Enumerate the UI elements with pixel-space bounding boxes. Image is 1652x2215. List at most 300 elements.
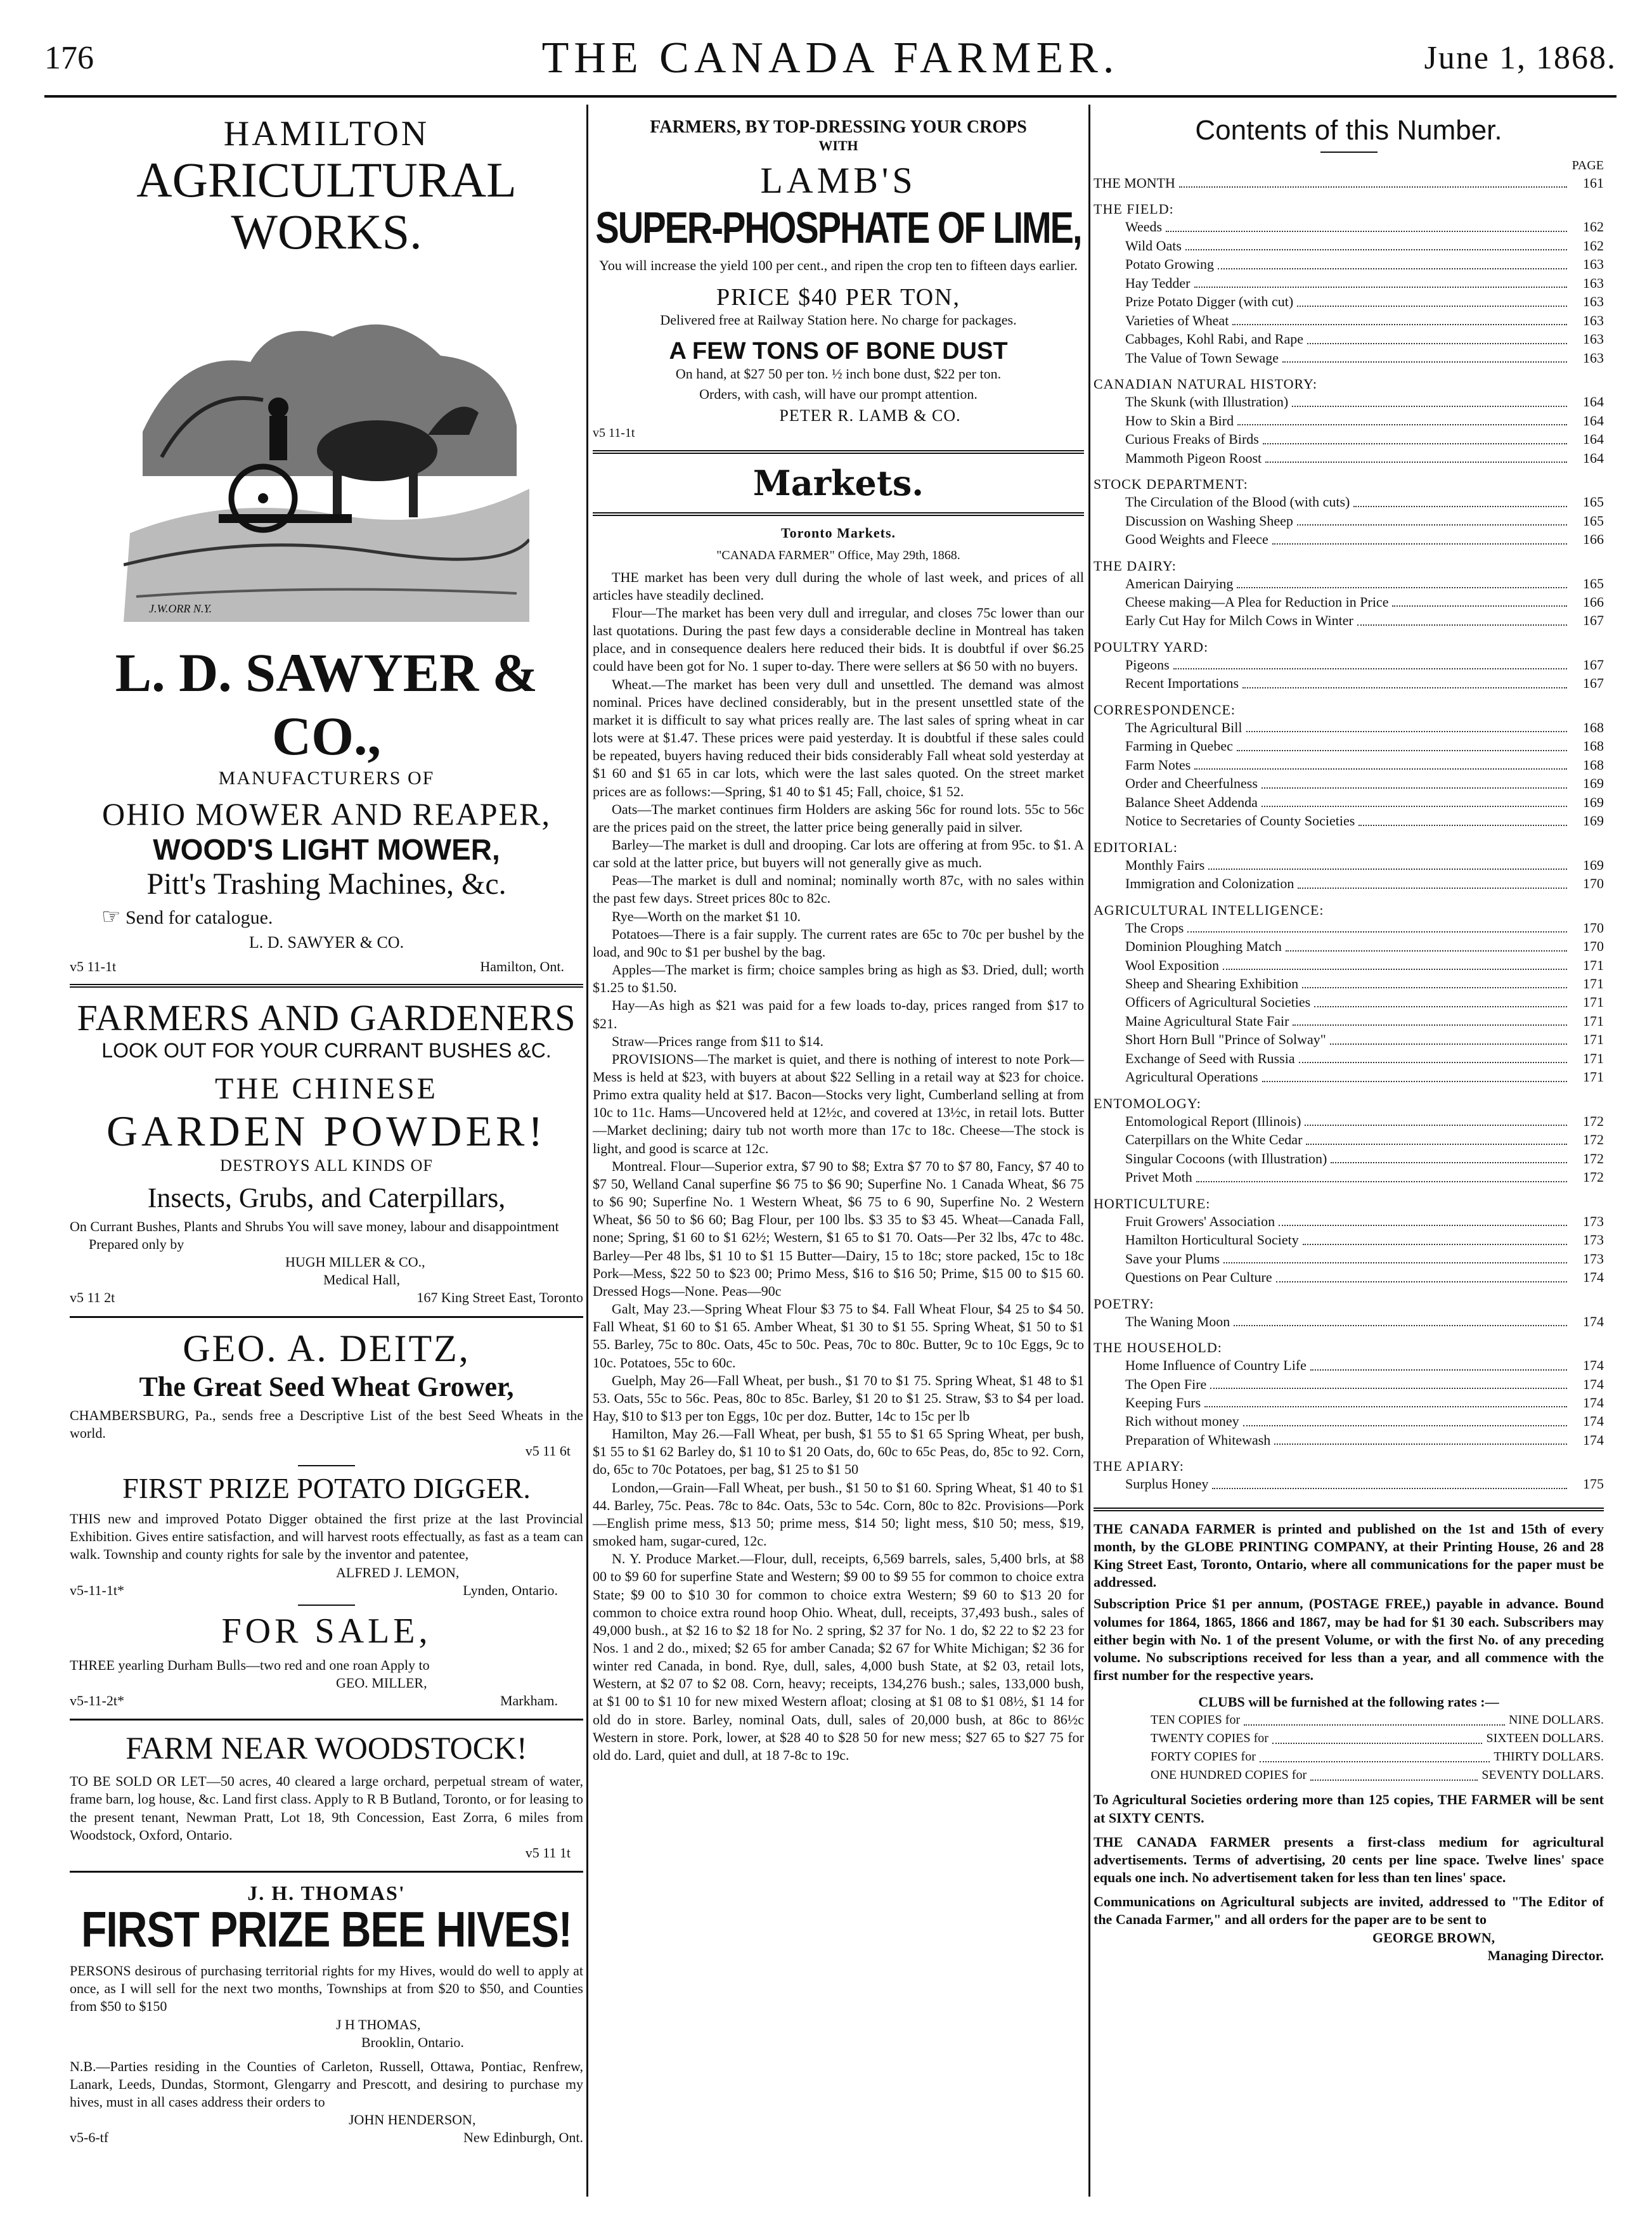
ad-divider xyxy=(70,1316,583,1318)
toronto-markets-subhead: Toronto Markets. xyxy=(781,524,896,541)
toc-item xyxy=(1094,1030,1604,1049)
toc-item xyxy=(1094,811,1604,830)
chinese-powder-ad xyxy=(70,997,583,1307)
toc-page: 165 xyxy=(1583,512,1604,529)
bee-hives-ad xyxy=(70,1882,583,2147)
market-paragraph: PROVISIONS—The market is quiet, and there is nothing of interest to note Pork—Mess is held at $23, with buyers at about $22 Selling in a retail way at $23 for choice. Primo extra quality held at $17. Bacon—Stocks very light, Cumberland selling at from 10c to 11c. Hams—Uncovered held at 12½c, and covered at 13½c, in retail lots. Butter—Market declining; dairy tub not worth more than 17c to 18c. Cheese—The stock is light, and good is scarce at 12c. xyxy=(593,1050,1084,1156)
toc-item-title: The Skunk (with Illustration) xyxy=(1125,394,1289,410)
page-header xyxy=(44,33,1617,90)
toc-page: 174 xyxy=(1583,1394,1604,1411)
toc-item-title: Keeping Furs xyxy=(1125,1394,1201,1411)
send-for-catalogue xyxy=(70,904,583,929)
column-divider-1 xyxy=(586,105,588,2197)
section-divider xyxy=(593,450,1084,454)
toc-item xyxy=(1094,1475,1604,1493)
toc-page: 173 xyxy=(1583,1232,1604,1248)
toc-item xyxy=(1094,718,1604,737)
markets-rule xyxy=(593,512,1084,516)
toc-item-title: Hamilton Horticultural Society xyxy=(1125,1232,1299,1248)
bees-agent-place: New Edinburgh, Ont. xyxy=(463,2129,583,2146)
bees-place: Brooklin, Ontario. xyxy=(361,2034,464,2050)
toc-page: 164 xyxy=(1583,394,1604,410)
club-rate-row xyxy=(1094,1711,1604,1729)
toc-page: 165 xyxy=(1583,494,1604,510)
powder-ref: v5 11 2t xyxy=(70,1289,115,1306)
potato-ref: v5-11-1t* xyxy=(70,1582,124,1598)
toc-item xyxy=(1094,1393,1604,1412)
toc-section-title: POETRY: xyxy=(1094,1295,1154,1312)
toc-item xyxy=(1094,217,1604,236)
toc-item xyxy=(1094,674,1604,692)
forsale-body: THREE yearling Durham Bulls—two red and one roan Apply to xyxy=(70,1656,430,1673)
toc-page: 168 xyxy=(1583,719,1604,735)
toc-item xyxy=(1094,1312,1604,1331)
send-catalogue-text: Send for catalogue. xyxy=(125,907,273,928)
ad-divider xyxy=(70,984,583,988)
toc-item-title: Exchange of Seed with Russia xyxy=(1125,1050,1295,1066)
lamb-promise: You will increase the yield 100 per cent., and ripen the crop ten to fifteen days earlier. xyxy=(599,257,1078,273)
bees-footer xyxy=(70,2129,583,2147)
toc-item-title: Recent Importations xyxy=(1125,675,1239,692)
club-rate-row xyxy=(1094,1766,1604,1785)
toc-item-title: Varieties of Wheat xyxy=(1125,312,1229,328)
toc-page: 162 xyxy=(1583,219,1604,235)
club-rates xyxy=(1094,1711,1604,1785)
toc-item xyxy=(1094,330,1604,348)
gardeners-headline: FARMERS AND GARDENERS xyxy=(77,997,576,1038)
toc-section-title: THE MONTH xyxy=(1094,175,1175,191)
toc-page: 169 xyxy=(1583,794,1604,810)
toc-page: 174 xyxy=(1583,1376,1604,1392)
toc-item-title: Pigeons xyxy=(1125,656,1170,673)
toc-item xyxy=(1094,956,1604,974)
product-ohio-mower: OHIO MOWER AND REAPER, xyxy=(102,796,551,832)
insects-label: Insects, Grubs, and Caterpillars, xyxy=(147,1182,506,1213)
toc-item xyxy=(1094,937,1604,955)
toc-page: 172 xyxy=(1583,1113,1604,1129)
toc-item-title: How to Skin a Bird xyxy=(1125,412,1234,429)
toc-page: 174 xyxy=(1583,1431,1604,1448)
ad-divider xyxy=(70,1719,583,1721)
toc-page: 170 xyxy=(1583,938,1604,955)
toc-page: 163 xyxy=(1583,256,1604,273)
club-price: NINE DOLLARS. xyxy=(1509,1713,1604,1727)
toc-item xyxy=(1094,1149,1604,1168)
toc-page: 174 xyxy=(1583,1413,1604,1430)
deitz-ref: v5 11 6t xyxy=(525,1442,571,1459)
market-paragraph: Flour—The market has been very dull and irregular, and closes 75c lower than our last quotations. During the past few days a considerable decline in Montreal has taken place, and in consequence dealers here reduced their bids. It is doubtful if over $6.25 could have been got for No. 1 super to-day. There were sellers at $6 50 with no buyers. xyxy=(593,604,1084,675)
left-column xyxy=(70,105,583,2147)
toc-item-title: Weeds xyxy=(1125,219,1163,235)
toc-item xyxy=(1094,793,1604,811)
ad-divider xyxy=(70,1871,583,1873)
club-price: SEVENTY DOLLARS. xyxy=(1481,1768,1604,1783)
market-report xyxy=(593,569,1084,1764)
chinese-label: THE CHINESE xyxy=(215,1071,438,1106)
toc-item-title: The Waning Moon xyxy=(1125,1313,1230,1329)
toc-item xyxy=(1094,512,1604,530)
toc-item xyxy=(1094,774,1604,792)
toc-item xyxy=(1094,1168,1604,1186)
market-paragraph: Wheat.—The market has been very dull and unsettled. The demand was almost nominal. Prices have declined considerably, but in the present unsettled state of the market it is difficult to say what prices really are. The last sales of spring wheat in car lots were at $1.47. These prices were paid yesterday. It is doubtful if these sales could be repeated, buyers having reduced their bids considerably Fall wheat sold yesterday at $1 60 and $1 65 in car lots, which were the last sales quoted. On the street market prices are as follows:—Spring, $1 40 to $1 45; Fall, choice, $1 52. xyxy=(593,676,1084,799)
toc-item-title: Cabbages, Kohl Rabi, and Rape xyxy=(1125,331,1304,347)
sawyer-company: L. D. SAWYER & CO., xyxy=(115,642,538,766)
toc-page: 171 xyxy=(1583,1069,1604,1085)
toc-item xyxy=(1094,737,1604,755)
contents-heading: Contents of this Number. xyxy=(1195,115,1502,146)
section-divider xyxy=(1094,1508,1604,1511)
destroys-label: DESTROYS ALL KINDS OF xyxy=(220,1156,433,1175)
potato-footer xyxy=(70,1582,583,1599)
toc-item-title: The Value of Town Sewage xyxy=(1125,349,1279,366)
toc-item xyxy=(1094,1230,1604,1249)
toc-page: 163 xyxy=(1583,294,1604,310)
toc-item xyxy=(1094,1212,1604,1230)
deitz-body: CHAMBERSBURG, Pa., sends free a Descriptive List of the best Seed Wheats in the world. xyxy=(70,1407,583,1441)
toc-item xyxy=(1094,593,1604,611)
toc-page: 163 xyxy=(1583,349,1604,366)
toc-item-title: Home Influence of Country Life xyxy=(1125,1357,1307,1374)
maker-name: HUGH MILLER & CO., xyxy=(285,1254,425,1270)
toc-section-title: THE FIELD: xyxy=(1094,201,1174,217)
toc-item xyxy=(1094,756,1604,774)
toc-section-title: CORRESPONDENCE: xyxy=(1094,701,1236,718)
bees-agent: JOHN HENDERSON, xyxy=(349,2112,476,2128)
club-price: THIRTY DOLLARS. xyxy=(1494,1750,1604,1764)
publisher-p5: Communications on Agricultural subjects are invited, addressed to "The Editor of the Canada Farmer," and all orders for the paper are to be sent to xyxy=(1094,1894,1604,1928)
toc-item-title: Singular Cocoons (with Illustration) xyxy=(1125,1150,1327,1166)
toc-page: 173 xyxy=(1583,1213,1604,1229)
contents-page-label: PAGE xyxy=(1571,158,1604,172)
bees-signature: J H THOMAS, xyxy=(336,2016,421,2032)
publisher-info xyxy=(1094,1520,1604,1965)
toc-item xyxy=(1094,655,1604,674)
mower-engraving-image xyxy=(124,267,529,622)
forsale-ref: v5-11-2t* xyxy=(70,1693,124,1709)
toc-item xyxy=(1094,1049,1604,1068)
toc-page: 172 xyxy=(1583,1150,1604,1166)
toc-page: 171 xyxy=(1583,1031,1604,1048)
toc-page: 165 xyxy=(1583,575,1604,591)
bone-dust-headline: A FEW TONS OF BONE DUST xyxy=(669,338,1008,365)
toc-page: 167 xyxy=(1583,612,1604,629)
publisher-title: Managing Director. xyxy=(1487,1947,1604,1963)
market-paragraph: N. Y. Produce Market.—Flour, dull, receipts, 6,569 barrels, sales, 5,400 brls, at $8 00 to $9 60 for superfine State and Western; $9 00 to $9 55 for common to choice extra State; $9 00 to $10 30 for common to choice extra Western; $9 60 to $13 20 for common to choice extra round hoop Ohio. Wheat, dull, receipts, 37,493 bush., sales of 49,000 bush., at $2 16 to $2 18 for No. 2 spring, $2 37 for No. 1 do, $2 22 to $2 23 for Nos. 1 and 2 do., mixed; $2 65 for amber Canada; $2 67 for White Michigan; $2 36 for winter red Canada, in bond. Rye, dull, sales, 4,000 bush State, at $2 03, retail lots, Western, at $2 07 to $2 08. Corn, heavy; receipts, 134,276 bush.; sales, 133,000 bush, at $1 00 to $1 10 for new mixed Western afloat; closing at $1 08 to $1 08½, $1 14 for old do in store. Barley, nominal Oats, dull, sales of 20,000 bush, at 86c to 86½c Western in store. Pork, lower, at $28 40 to $28 50 for new mess; $27 65 to $27 75 for old do. Lard, quiet and dull, at 18 7-8c to 19c. xyxy=(593,1551,1084,1763)
toc-item xyxy=(1094,493,1604,511)
toc-section-title: AGRICULTURAL INTELLIGENCE: xyxy=(1094,901,1324,918)
toc-page: 172 xyxy=(1583,1169,1604,1185)
prepared-by: Prepared only by xyxy=(89,1236,184,1252)
toc-item xyxy=(1094,1412,1604,1430)
toc-item xyxy=(1094,993,1604,1011)
contents-list xyxy=(1094,174,1604,1494)
toc-page: 174 xyxy=(1583,1313,1604,1329)
toc-page: 169 xyxy=(1583,856,1604,873)
lamb-name: LAMB'S xyxy=(760,160,917,201)
toc-item-title: Agricultural Operations xyxy=(1125,1069,1258,1085)
toc-item xyxy=(1094,349,1604,367)
toc-page: 166 xyxy=(1583,593,1604,610)
toc-item-title: Sheep and Shearing Exhibition xyxy=(1125,976,1299,991)
toc-item-title: Monthly Fairs xyxy=(1125,856,1205,873)
toc-item-title: Dominion Ploughing Match xyxy=(1125,938,1282,955)
toc-item xyxy=(1094,292,1604,311)
toc-item-title: Potato Growing xyxy=(1125,256,1214,273)
toc-page: 164 xyxy=(1583,431,1604,448)
toc-item xyxy=(1094,856,1604,874)
toc-item xyxy=(1094,236,1604,255)
toc-item-title: Wild Oats xyxy=(1125,237,1182,254)
toc-item-title: The Crops xyxy=(1125,919,1184,936)
potato-digger-ad xyxy=(70,1471,583,1599)
middle-column xyxy=(593,105,1084,1764)
club-price: SIXTEEN DOLLARS. xyxy=(1486,1731,1604,1746)
toc-item-title: Curious Freaks of Birds xyxy=(1125,431,1259,448)
market-paragraph: Montreal. Flour—Superior extra, $7 90 to $8; Extra $7 70 to $7 80, Fancy, $7 40 to $7 50, Welland Canal superfine $6 75 to $6 90; Superfine No. 1 Canada Wheat, $6 75 to $6 90; Superfine No. 1 Western Wheat, $6 75 to 6 90, Superfine No. 2 Western Wheat, $6 50 to $6 60; Bag Flour, per 100 lbs. $3 35 to $3 45. Wheat—Canada Fall, none; Spring, $1 60 to $1 62½; Western, $1 65 to $1 70. Oats—Per 32 lbs, 47c to 48c. Barley—Per 48 lbs, $1 10 to $1 15 Butter—Dairy, 15 to 18c; store packed, 15c to 18c Pork—Mess, $22 50 to $23 00; Primo Mess, $16 to $16 50; Prime, $15 00 to $15 60. Dressed Hogs—None. Peas—90c xyxy=(593,1158,1084,1299)
market-paragraph: Hay—As high as $21 was paid for a few loads to-day, prices ranged from $17 to $21. xyxy=(593,997,1084,1031)
markets-section xyxy=(593,463,1084,1764)
toc-section-title: POULTRY YARD: xyxy=(1094,638,1209,655)
toc-item xyxy=(1094,919,1604,937)
engraver-signature: J.W.ORR N.Y. xyxy=(149,602,212,615)
forsale-headline: FOR SALE, xyxy=(221,1611,432,1651)
toc-item-title: The Open Fire xyxy=(1125,1376,1207,1392)
toc-item xyxy=(1094,530,1604,548)
sawyer-footer xyxy=(70,959,583,975)
forsale-signature: GEO. MILLER, xyxy=(336,1674,427,1691)
toc-item xyxy=(1094,392,1604,411)
powder-body: On Currant Bushes, Plants and Shrubs You will save money, labour and disappointment xyxy=(70,1218,559,1234)
toc-item-title: Save your Plums xyxy=(1125,1250,1220,1267)
toc-section-title: EDITORIAL: xyxy=(1094,839,1178,855)
lamb-ref: v5 11-1t xyxy=(593,425,635,440)
product-woods-mower: WOOD'S LIGHT MOWER, xyxy=(153,832,500,866)
publisher-p3: To Agricultural Societies ordering more than 125 copies, THE FARMER will be sent at SIXTY CENTS. xyxy=(1094,1792,1604,1826)
toc-page: 168 xyxy=(1583,738,1604,754)
bees-owner: J. H. THOMAS' xyxy=(247,1882,406,1905)
market-paragraph: Rye—Worth on the market $1 10. xyxy=(612,908,801,924)
toc-page: 164 xyxy=(1583,449,1604,466)
sawyer-signature: L. D. SAWYER & CO. xyxy=(248,933,404,952)
lamb-line2: WITH xyxy=(818,138,858,153)
deitz-name: GEO. A. DEITZ, xyxy=(183,1327,470,1369)
toc-page: 169 xyxy=(1583,775,1604,792)
toc-item xyxy=(1094,255,1604,273)
manufacturers-label: MANUFACTURERS OF xyxy=(218,767,435,789)
toc-page: 163 xyxy=(1583,331,1604,347)
publisher-p2: Subscription Price $1 per annum, (POSTAGE FREE,) payable in advance. Bound volumes for 1864, 1865, 1866 and 1867, may be had for $1 30 each. Subscribers may either begin with No. 1 of the present Volume, or with the first No. of any preceding volume. No subscriptions received for less than a year, and all commence with the first number for the respective years. xyxy=(1094,1596,1604,1684)
club-rate-row xyxy=(1094,1748,1604,1766)
toc-item-title: Immigration and Colonization xyxy=(1125,875,1294,892)
publisher-p4: THE CANADA FARMER presents a first-class medium for agricultural advertisements. Terms of advertising, 20 cents per line space. Twelve lines' space equals one inch. No advertisement taken for less than ten lines' space. xyxy=(1094,1833,1604,1886)
toc-item-title: Prize Potato Digger (with cut) xyxy=(1125,294,1294,310)
toc-item xyxy=(1094,574,1604,593)
ad-divider xyxy=(298,1605,355,1606)
toc-item xyxy=(1094,1268,1604,1286)
toc-item-title: Early Cut Hay for Milch Cows in Winter xyxy=(1125,612,1353,629)
toc-item-title: American Dairying xyxy=(1125,575,1234,591)
toc-item xyxy=(1094,974,1604,993)
markets-dateline: "CANADA FARMER" Office, May 29th, 1868. xyxy=(716,548,960,562)
toc-item-title: Rich without money xyxy=(1125,1413,1239,1430)
toc-item-title: Surplus Honey xyxy=(1125,1476,1209,1492)
market-paragraph: THE market has been very dull during the whole of last week, and prices of all articles have steadily declined. xyxy=(593,569,1084,603)
toc-item-title: The Agricultural Bill xyxy=(1125,719,1242,735)
toc-page: 170 xyxy=(1583,919,1604,936)
contents-rule xyxy=(1320,152,1378,153)
toc-item xyxy=(1094,274,1604,292)
hamilton-line1: HAMILTON xyxy=(223,114,430,153)
toc-item-title: Balance Sheet Addenda xyxy=(1125,794,1258,810)
sawyer-place: Hamilton, Ont. xyxy=(480,958,564,974)
issue-date: June 1, 1868. xyxy=(1424,40,1617,76)
header-rule xyxy=(44,95,1617,98)
toc-item xyxy=(1094,874,1604,893)
toc-page: 162 xyxy=(1583,237,1604,254)
toc-page: 171 xyxy=(1583,976,1604,991)
market-paragraph: Barley—The market is dull and drooping. Car lots are offering at from 95c. to $1. A car sold at the latter price, but buyers will not generally give as much. xyxy=(593,836,1084,871)
toc-page: 174 xyxy=(1583,1269,1604,1286)
market-paragraph: London,—Grain—Fall Wheat, per bush., $1 50 to $1 60. Spring Wheat, $1 40 to $1 44. Barley, 75c. Peas. 78c to 84c. Oats, 53c to 54c. Corn, 80c to 82c. Provisions—Pork—English prime mess, $13 50; prime mess, $14 50; light mess, $10 50; mess, $19, smoked ham, sugar-cured, 12c. xyxy=(593,1479,1084,1549)
column-divider-2 xyxy=(1088,105,1090,2197)
toc-page: 161 xyxy=(1583,175,1604,191)
potato-signature: ALFRED J. LEMON, xyxy=(336,1564,460,1580)
toc-page: 173 xyxy=(1583,1250,1604,1267)
farm-headline: FARM NEAR WOODSTOCK! xyxy=(126,1730,527,1766)
toc-page: 171 xyxy=(1583,994,1604,1011)
toc-item-title: Preparation of Whitewash xyxy=(1125,1431,1271,1448)
toc-item-title: Officers of Agricultural Societies xyxy=(1125,994,1311,1011)
gardeners-sub: LOOK OUT FOR YOUR CURRANT BUSHES &C. xyxy=(101,1038,552,1062)
bees-body: PERSONS desirous of purchasing territorial rights for my Hives, would do well to apply at once, as I will sell for the next two months, Townships at from $20 to $50, and Counties from $50 to $150 xyxy=(70,1963,583,2015)
toc-page: 175 xyxy=(1583,1476,1604,1492)
farm-ref: v5 11 1t xyxy=(525,1844,571,1861)
toc-item-title: Fruit Growers' Association xyxy=(1125,1213,1275,1229)
market-paragraph: Potatoes—There is a fair supply. The current rates are 65c to 70c per bushel by the load, and 90c to $1 per bushel by the bag. xyxy=(593,926,1084,960)
forsale-footer xyxy=(70,1692,583,1710)
toc-item-title: Farming in Quebec xyxy=(1125,738,1233,754)
bees-ref: v5-6-tf xyxy=(70,2129,109,2146)
lamb-delivered: Delivered free at Railway Station here. No charge for packages. xyxy=(660,312,1017,328)
right-column xyxy=(1094,105,1604,1965)
potato-headline: FIRST PRIZE POTATO DIGGER. xyxy=(122,1472,531,1505)
toc-section-title: THE APIARY: xyxy=(1094,1458,1184,1475)
publisher-p1: THE CANADA FARMER is printed and published on the 1st and 15th of every month, by the GLOBE PRINTING COMPANY, at their Printing House, 26 and 28 King Street East, Toronto, Ontario, where all communications for the paper must be addressed. xyxy=(1094,1520,1604,1591)
toc-item-title: Privet Moth xyxy=(1125,1169,1192,1185)
ad-divider xyxy=(298,1465,355,1466)
toc-page: 170 xyxy=(1583,875,1604,892)
toc-item-title: Wool Exposition xyxy=(1125,957,1219,973)
toc-item-title: Notice to Secretaries of County Societies xyxy=(1125,813,1355,829)
markets-heading: Markets. xyxy=(752,462,924,503)
lamb-superphosphate-ad xyxy=(593,117,1084,441)
deitz-ad xyxy=(70,1327,583,1460)
toc-page: 167 xyxy=(1583,675,1604,692)
toc-section-title: HORTICULTURE: xyxy=(1094,1195,1211,1211)
toc-item xyxy=(1094,311,1604,330)
toc-page: 169 xyxy=(1583,813,1604,829)
toc-page: 171 xyxy=(1583,1012,1604,1029)
toc-item-title: Short Horn Bull "Prince of Solway" xyxy=(1125,1031,1326,1048)
toc-page: 174 xyxy=(1583,1357,1604,1374)
toc-item xyxy=(1094,430,1604,448)
toc-page: 164 xyxy=(1583,412,1604,429)
powder-address: 167 King Street East, Toronto xyxy=(416,1289,583,1306)
toc-item-title: Maine Agricultural State Fair xyxy=(1125,1012,1289,1029)
toc-section-title: THE DAIRY: xyxy=(1094,557,1177,574)
market-paragraph: Oats—The market continues firm Holders are asking 56c for round lots. 55c to 56c are the prices paid on the street, the latter price being generally paid in silver. xyxy=(593,801,1084,835)
maker-hall: Medical Hall, xyxy=(323,1272,400,1288)
club-copies: TEN COPIES for xyxy=(1151,1713,1241,1727)
toc-page: 166 xyxy=(1583,531,1604,548)
toc-section-title: ENTOMOLOGY: xyxy=(1094,1095,1201,1111)
toc-item xyxy=(1094,1012,1604,1030)
lamb-signature: PETER R. LAMB & CO. xyxy=(779,406,961,425)
toc-item xyxy=(1094,1068,1604,1086)
lamb-orders: Orders, with cash, will have our prompt attention. xyxy=(699,386,978,403)
toc-page: 167 xyxy=(1583,656,1604,673)
farm-body: TO BE SOLD OR LET—50 acres, 40 cleared a large orchard, perpetual stream of water, frame barn, log house, &c. Land first class. Apply to R B Butland, Toronto, or for leasing to the present tenant, Newman Pratt, Lot 18, 9th Concession, East Zorra, 6 miles from Woodstock, Oxford, Ontario. xyxy=(70,1773,583,1843)
toc-item xyxy=(1094,1112,1604,1130)
toc-item xyxy=(1094,449,1604,467)
hamilton-ad xyxy=(70,113,583,975)
market-paragraph: Guelph, May 26—Fall Wheat, per bush., $1 70 to $1 75. Spring Wheat, $1 48 to $1 53. Oats, 55c to 56c. Peas, 80c to 85c. Barley, $1 20 to $1 25. Straw, $3 to $4 per load. Hay, $10 to $13 per ton Eggs, 10c per doz. Butter, 14c to 15c per lb xyxy=(593,1372,1084,1424)
lamb-product: SUPER-PHOSPHATE OF LIME, xyxy=(595,202,1081,252)
lamb-line1: FARMERS, BY TOP-DRESSING YOUR CROPS xyxy=(650,117,1027,137)
toc-section-title: STOCK DEPARTMENT: xyxy=(1094,476,1248,493)
toc-item xyxy=(1094,1250,1604,1268)
club-copies: ONE HUNDRED COPIES for xyxy=(1151,1768,1307,1783)
toc-item-title: Discussion on Washing Sheep xyxy=(1125,512,1293,529)
toc-item xyxy=(1094,1356,1604,1374)
toc-item xyxy=(1094,1130,1604,1149)
club-copies: FORTY COPIES for xyxy=(1151,1750,1256,1764)
sawyer-ref: v5 11-1t xyxy=(70,958,117,974)
toc-item xyxy=(1094,411,1604,430)
toc-item-title: Farm Notes xyxy=(1125,756,1191,773)
toc-item xyxy=(1094,1375,1604,1393)
garden-powder-title: GARDEN POWDER! xyxy=(106,1106,547,1155)
pointing-hand-icon: ☞ xyxy=(101,905,121,929)
masthead-title: THE CANADA FARMER. xyxy=(541,34,1120,82)
market-paragraph: Peas—The market is dull and nominal; nominally worth 87c, with no sales within the past few days. Street prices 80c to 82c. xyxy=(593,872,1084,907)
hamilton-line2: AGRICULTURAL WORKS. xyxy=(136,152,517,259)
toc-section xyxy=(1094,174,1604,192)
toc-item xyxy=(1094,1431,1604,1449)
toc-page: 168 xyxy=(1583,756,1604,773)
forsale-place: Markham. xyxy=(500,1693,558,1709)
club-copies: TWENTY COPIES for xyxy=(1151,1731,1268,1746)
toc-item-title: The Circulation of the Blood (with cuts) xyxy=(1125,494,1350,510)
toc-item-title: Entomological Report (Illinois) xyxy=(1125,1113,1301,1129)
bees-headline: FIRST PRIZE BEE HIVES! xyxy=(81,1901,572,1958)
toc-item-title: Hay Tedder xyxy=(1125,274,1191,291)
toc-page: 171 xyxy=(1583,957,1604,973)
powder-footer xyxy=(70,1289,583,1307)
potato-body: THIS new and improved Potato Digger obtained the first prize at the last Provincial Exhibition. Gives entire satisfaction, and will harvest roots effectually, as fast as a team can walk. Township and county rights for sale by the inventor and patentee, xyxy=(70,1511,583,1563)
bees-nb: N.B.—Parties residing in the Counties of Carleton, Russell, Ottawa, Pontiac, Renfrew, Lanark, Leeds, Dundas, Stormont, Glengarry and Prescott, and desiring to purchase my hives, must in all cases address their orders to xyxy=(70,2058,583,2110)
toc-item-title: Order and Cheerfulness xyxy=(1125,775,1258,792)
bone-dust-onhand: On hand, at $27 50 per ton. ½ inch bone dust, $22 per ton. xyxy=(675,366,1002,382)
club-rate-row xyxy=(1094,1729,1604,1748)
farm-woodstock-ad xyxy=(70,1729,583,1862)
market-paragraph: Straw—Prices range from $11 to $14. xyxy=(612,1033,824,1049)
for-sale-ad xyxy=(70,1611,583,1710)
toc-section-title: CANADIAN NATURAL HISTORY: xyxy=(1094,376,1317,392)
market-paragraph: Hamilton, May 26.—Fall Wheat, per bush, $1 55 to $1 65 Spring Wheat, per bush, $1 55 to $1 62 Barley do, $1 10 to $1 20 Oats, do, 60c to 65c Peas, do, 85c to 92. Corn, do, 65c to 70c Potatoes, per bag, $1 25 to $1 50 xyxy=(593,1426,1084,1478)
toc-item-title: Mammoth Pigeon Roost xyxy=(1125,449,1262,466)
lamb-price: PRICE $40 PER TON, xyxy=(716,284,961,311)
